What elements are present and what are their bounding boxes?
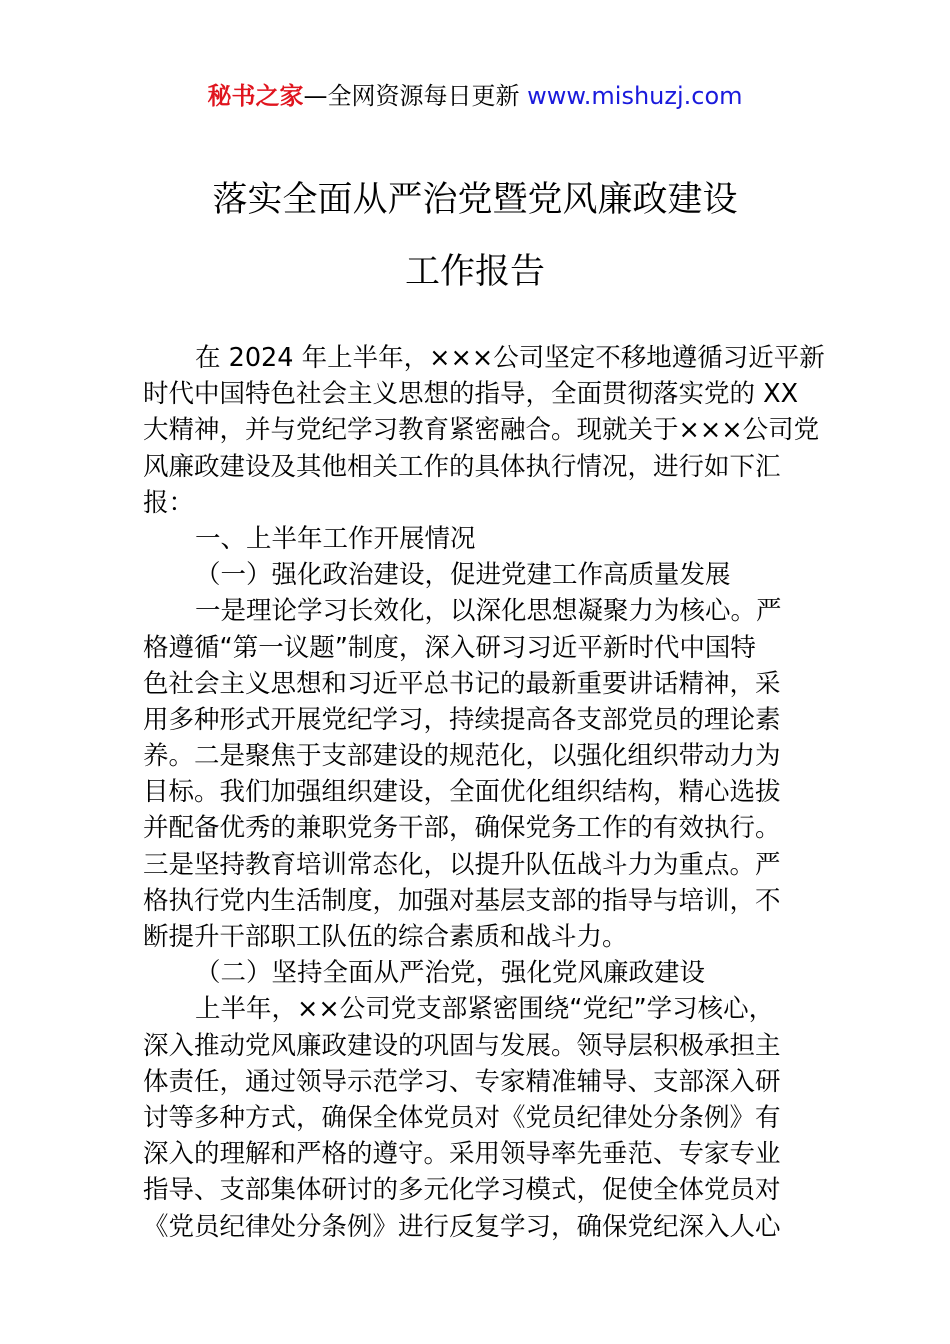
paragraph-line: 用多种形式开展党纪学习，持续提高各支部党员的理论素 [143, 704, 781, 735]
paragraph-line: 在 2024 年上半年，×××公司坚定不移地遵循习近平新 [195, 343, 825, 373]
paragraph-line: 格执行党内生活制度，加强对基层支部的指导与培训，不 [143, 885, 781, 916]
paragraph-line: 一是理论学习长效化，以深化思想凝聚力为核心。严 [195, 596, 782, 627]
paragraph-line: 深入的理解和严格的遵守。采用领导率先垂范、专家专业 [143, 1139, 781, 1170]
site-url[interactable]: www.mishuzj.com [527, 82, 743, 110]
document-title-line-1: 落实全面从严治党暨党风廉政建设 [212, 180, 738, 220]
document-body [143, 340, 825, 1245]
paragraph-line: 风廉政建设及其他相关工作的具体执行情况，进行如下汇 [143, 451, 781, 482]
paragraph-line: 目标。我们加强组织建设，全面优化组织结构，精心选拔 [143, 777, 781, 808]
header-tagline: —全网资源每日更新 [303, 82, 528, 110]
paragraph-line: 《党员纪律处分条例》进行反复学习，确保党纪深入人心 [143, 1211, 781, 1242]
section-heading: 一、上半年工作开展情况 [195, 523, 476, 554]
subsection-heading: （一）强化政治建设，促进党建工作高质量发展 [195, 560, 731, 591]
paragraph-line: 格遵循“第一议题”制度，深入研习习近平新时代中国特 [143, 632, 756, 663]
paragraph-line: 养。二是聚焦于支部建设的规范化，以强化组织带动力为 [143, 741, 781, 772]
paragraph-line: 指导、支部集体研讨的多元化学习模式，促使全体党员对 [143, 1175, 781, 1206]
paragraph-line: 体责任，通过领导示范学习、专家精准辅导、支部深入研 [143, 1066, 781, 1097]
paragraph-line: 讨等多种方式，确保全体党员对《党员纪律处分条例》有 [143, 1102, 781, 1133]
subsection-heading: （二）坚持全面从严治党，强化党风廉政建设 [195, 958, 706, 989]
paragraph-line: 断提升干部职工队伍的综合素质和战斗力。 [143, 922, 628, 952]
document-title-line-2: 工作报告 [404, 252, 545, 292]
paragraph-line: 色社会主义思想和习近平总书记的最新重要讲话精神，采 [143, 668, 781, 699]
paragraph-line: 时代中国特色社会主义思想的指导，全面贯彻落实党的 XX [143, 379, 799, 410]
site-header [0, 80, 950, 112]
paragraph-line: 深入推动党风廉政建设的巩固与发展。领导层积极承担主 [143, 1030, 781, 1061]
paragraph-line: 并配备优秀的兼职党务干部，确保党务工作的有效执行。 [143, 813, 781, 844]
paragraph-line: 三是坚持教育培训常态化，以提升队伍战斗力为重点。严 [143, 849, 781, 880]
paragraph-line: 报： [143, 487, 195, 518]
paragraph-line: 大精神，并与党纪学习教育紧密融合。现就关于×××公司党 [143, 415, 820, 446]
brand-name: 秘书之家 [207, 82, 304, 110]
paragraph-line: 上半年，××公司党支部紧密围绕“党纪”学习核心， [195, 994, 775, 1025]
